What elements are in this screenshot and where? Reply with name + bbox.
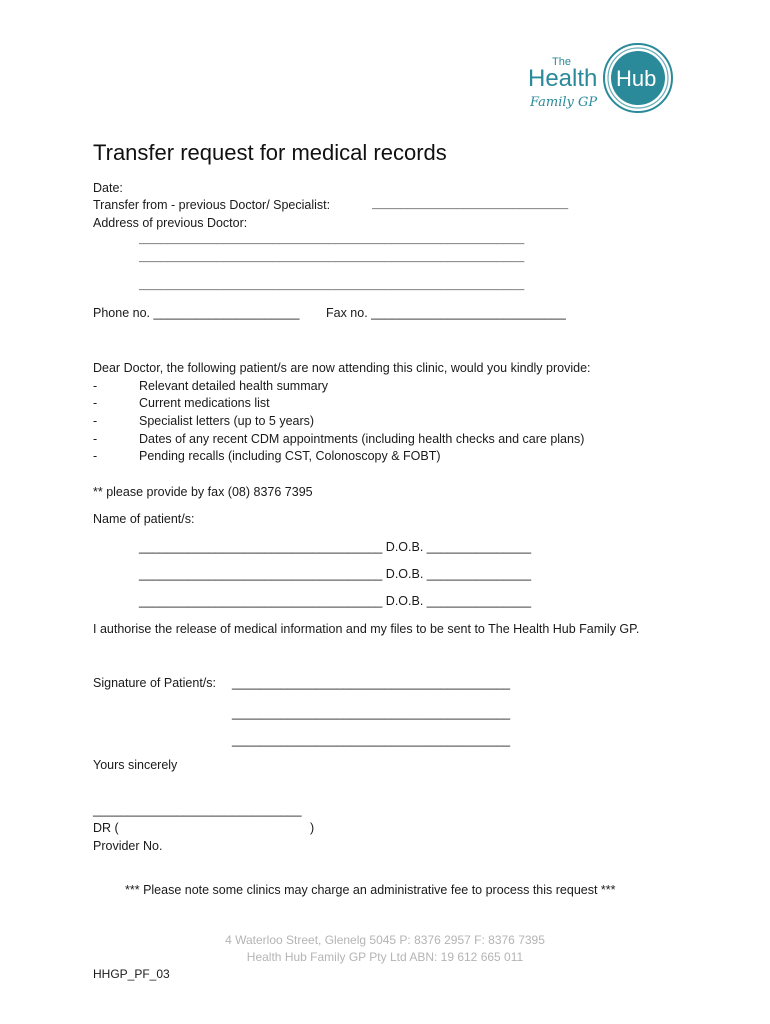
list-item: Pending recalls (including CST, Colonoscopy & FOBT) <box>139 449 441 463</box>
list-item: Current medications list <box>139 396 270 410</box>
clinic-logo <box>526 40 682 120</box>
logo-the: The <box>552 56 571 68</box>
bullet-dash: - <box>93 432 98 446</box>
provider-number-label: Provider No. <box>93 839 163 853</box>
list-item: Dates of any recent CDM appointments (including health checks and care plans) <box>139 432 585 446</box>
address-label: Address of previous Doctor: <box>93 216 248 230</box>
yours-sincerely: Yours sincerely <box>93 758 178 772</box>
transfer-from-label: Transfer from - previous Doctor/ Specialist: <box>93 198 331 212</box>
bullet-dash: - <box>93 379 98 393</box>
logo-hub: Hub <box>616 66 657 91</box>
transfer-from-field[interactable]: ____________________________ <box>372 198 569 212</box>
list-item: Specialist letters (up to 5 years) <box>139 414 315 428</box>
authorise-statement: I authorise the release of medical information and my files to be sent to The Health Hub Family GP. <box>93 622 640 636</box>
footer-company: Health Hub Family GP Pty Ltd ABN: 19 612 665 011 <box>246 950 524 964</box>
date-label: Date: <box>93 181 123 195</box>
bullet-dash: - <box>93 396 98 410</box>
address-field-3[interactable]: _______________________________________________________ <box>139 279 525 293</box>
fax-note: ** please provide by fax (08) 8376 7395 <box>93 485 313 499</box>
logo-health: Health <box>528 65 598 92</box>
fee-note: *** Please note some clinics may charge an administrative fee to process this request *** <box>125 883 616 897</box>
signature-label: Signature of Patient/s: <box>93 676 216 690</box>
patient-row-3[interactable]: ___________________________________ D.O.B. _______________ <box>139 594 532 608</box>
address-field-1[interactable]: _______________________________________________________ <box>139 233 525 247</box>
signature-field-2[interactable]: ________________________________________ <box>232 706 511 720</box>
doctor-name-close: ) <box>310 821 315 835</box>
footer-address: 4 Waterloo Street, Glenelg 5045 P: 8376 2957 F: 8376 7395 <box>225 933 545 947</box>
address-field-2[interactable]: _______________________________________________________ <box>139 251 525 265</box>
page-title: Transfer request for medical records <box>93 140 447 165</box>
phone-field[interactable]: Phone no. _____________________ <box>93 306 300 320</box>
logo-graphic <box>526 40 682 120</box>
patient-row-1[interactable]: ___________________________________ D.O.B. _______________ <box>139 540 532 554</box>
bullet-dash: - <box>93 449 98 463</box>
list-item: Relevant detailed health summary <box>139 379 328 393</box>
bullet-dash: - <box>93 414 98 428</box>
logo-family: Family GP <box>530 95 598 110</box>
doctor-name-open: DR ( <box>93 821 119 835</box>
request-intro: Dear Doctor, the following patient/s are now attending this clinic, would you kindly provide: <box>93 361 591 375</box>
patient-name-label: Name of patient/s: <box>93 512 195 526</box>
signature-field-3[interactable]: ________________________________________ <box>232 733 511 747</box>
signature-field-1[interactable]: ________________________________________ <box>232 676 511 690</box>
patient-row-2[interactable]: ___________________________________ D.O.B. _______________ <box>139 567 532 581</box>
fax-field[interactable]: Fax no. ____________________________ <box>326 306 566 320</box>
form-code: HHGP_PF_03 <box>93 967 170 981</box>
doctor-signature-field[interactable]: ______________________________ <box>93 803 302 817</box>
